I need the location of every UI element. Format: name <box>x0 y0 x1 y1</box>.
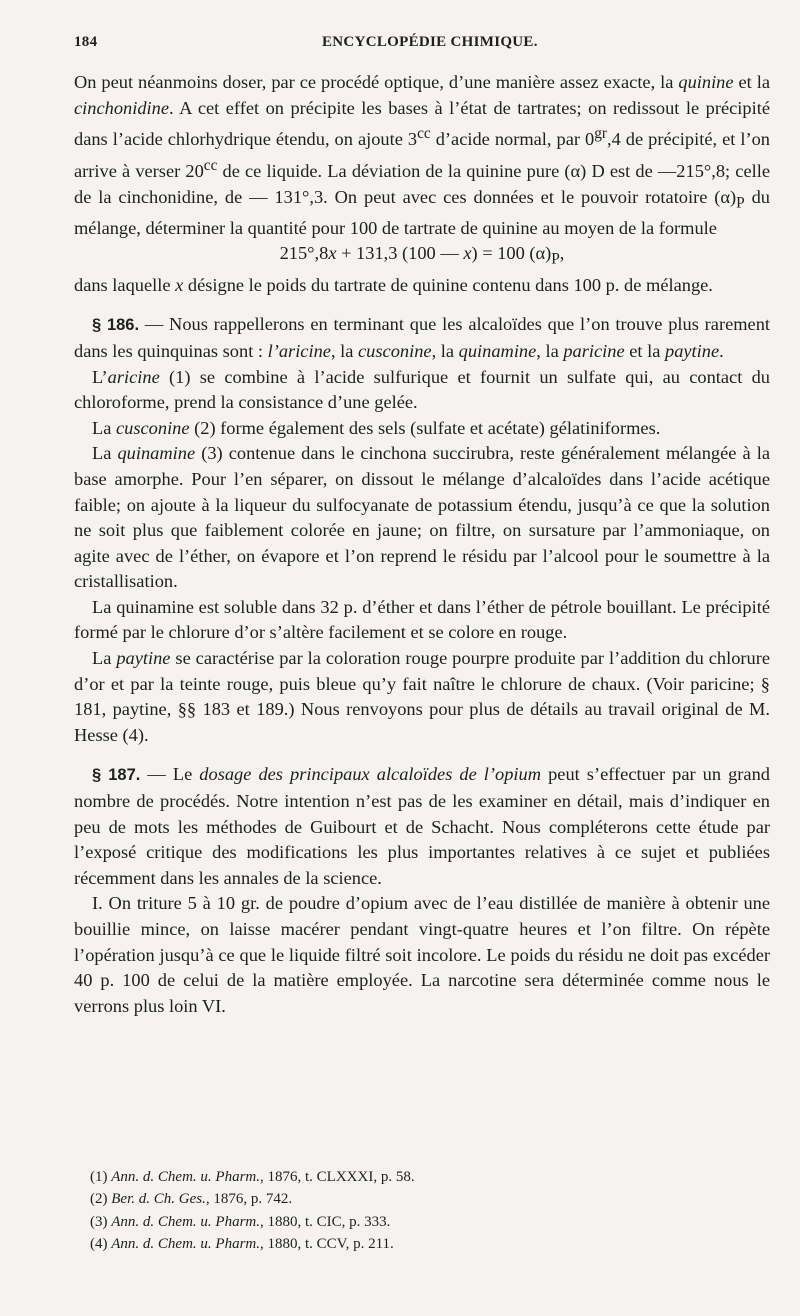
paragraph-quinamine: La quinamine (3) contenue dans le cinchona succirubra, reste généralement mélangée à la base amorphe. Pour l’en séparer, on dissout le mélange d’alcaloïdes dans l’acide acétique faible; on ajoute à la liqueur du sulfocyanate de potassium étendu, jusqu’à ce que la solution ne soit plus que faiblement colorée en jaune; on filtre, on sursature par l’ammoniaque, on agite avec de l’éther, on évapore et l’on reprend le résidu par l’alcool pour le soumettre à la cristallisation. <box>74 443 770 592</box>
paragraph-aricine: L’aricine (1) se combine à l’acide sulfurique et fournit un sulfate qui, au contact du chloroforme, prend la consistance d’une gelée. <box>74 366 770 413</box>
running-header <box>74 34 770 58</box>
section-186: § 186. — Nous rappellerons en terminant que les alcaloïdes que l’on trouve plus rarement dans les quinquinas sont : l’aricine, la cusconine, la quinamine, la paricine et la paytine. <box>74 314 771 361</box>
footnote: (1) Ann. d. Chem. u. Pharm., 1876, t. CLXXXI, p. 58. <box>90 1169 415 1185</box>
section-number-186: § 186. <box>92 316 140 335</box>
footnotes <box>90 1166 770 1256</box>
body-text <box>74 70 770 1019</box>
formula: 215°,8x + 131,3 (100 — x) = 100 $(\alpha)_P$, <box>279 243 565 269</box>
paragraph-optical-method: On peut néanmoins doser, par ce procédé optique, d’une manière assez exacte, la quinine et la cinchonidine. A cet effet on précipite les bases à l’état de tartrates; on redissout le précipité dans l’acide chlorhydrique étendu, on ajoute $3^{cc}$ d’acide normal, par $0^{gr},4$ de précipité, et l’on arrive à verser $20^{cc}$ de ce liquide. La déviation de la quinine pure (α) D est de —215°,8; celle de la cinchonidine, de — 131°,3. On peut avec ces données et le pouvoir rotatoire $(\alpha)_P$ du mélange, déterminer la quantité pour 100 de tartrate de quinine au moyen de la formule <box>74 72 771 238</box>
section-187: § 187. — Le dosage des principaux alcaloïdes de l’opium peut s’effectuer par un grand nombre de procédés. Notre intention n’est pas de les examiner en détail, mais d’indiquer en peu de mots les méthodes de Guibourt et de Schacht. Nous compléterons cette étude par l’exposé critique des modifications les plus importantes relatives à ce sujet et publiées récemment dans les annales de la science. <box>74 764 770 888</box>
footnote: (2) Ber. d. Ch. Ges., 1876, p. 742. <box>90 1191 293 1208</box>
paragraph-quinamine-solubility: La quinamine est soluble dans 32 p. d’éther et dans l’éther de pétrole bouillant. Le précipité formé par le chlorure d’or s’altère facilement et se colore en rouge. <box>74 596 770 643</box>
paragraph-formula-explanation: dans laquelle x désigne le poids du tartrate de quinine contenu dans 100 p. de mélange. <box>74 274 713 295</box>
running-title: ENCYCLOPÉDIE CHIMIQUE. <box>322 34 538 50</box>
paragraph-cusconine: La cusconine (2) forme également des sels (sulfate et acétate) gélatiniformes. <box>92 417 661 438</box>
paragraph-paytine: La paytine se caractérise par la coloration rouge pourpre produite par l’addition du chlorure d’or et par la teinte rouge, puis bleue qu’y fait naître le chlorure de chaux. (Voir paricine; § 181, paytine, §§ 183 et 189.) Nous renvoyons pour plus de détails au travail original de M. Hesse (4). <box>74 648 771 745</box>
section-number-187: § 187. <box>92 766 141 785</box>
footnote: (3) Ann. d. Chem. u. Pharm., 1880, t. CIC, p. 333. <box>90 1213 391 1230</box>
page-number: 184 <box>74 34 98 50</box>
paragraph-method-I: I. On triture 5 à 10 gr. de poudre d’opium avec de l’eau distillée de manière à obtenir une bouillie mince, on laisse macérer pendant vingt-quatre heures et l’on filtre. On répète l’opération jusqu’à ce que le liquide filtré soit incolore. Le poids du résidu ne doit pas excéder 40 p. 100 de celui de la matière employée. La narcotine sera déterminée comme nous le verrons plus loin VI. <box>74 893 770 1016</box>
footnote: (4) Ann. d. Chem. u. Pharm., 1880, t. CCV, p. 211. <box>90 1236 394 1253</box>
